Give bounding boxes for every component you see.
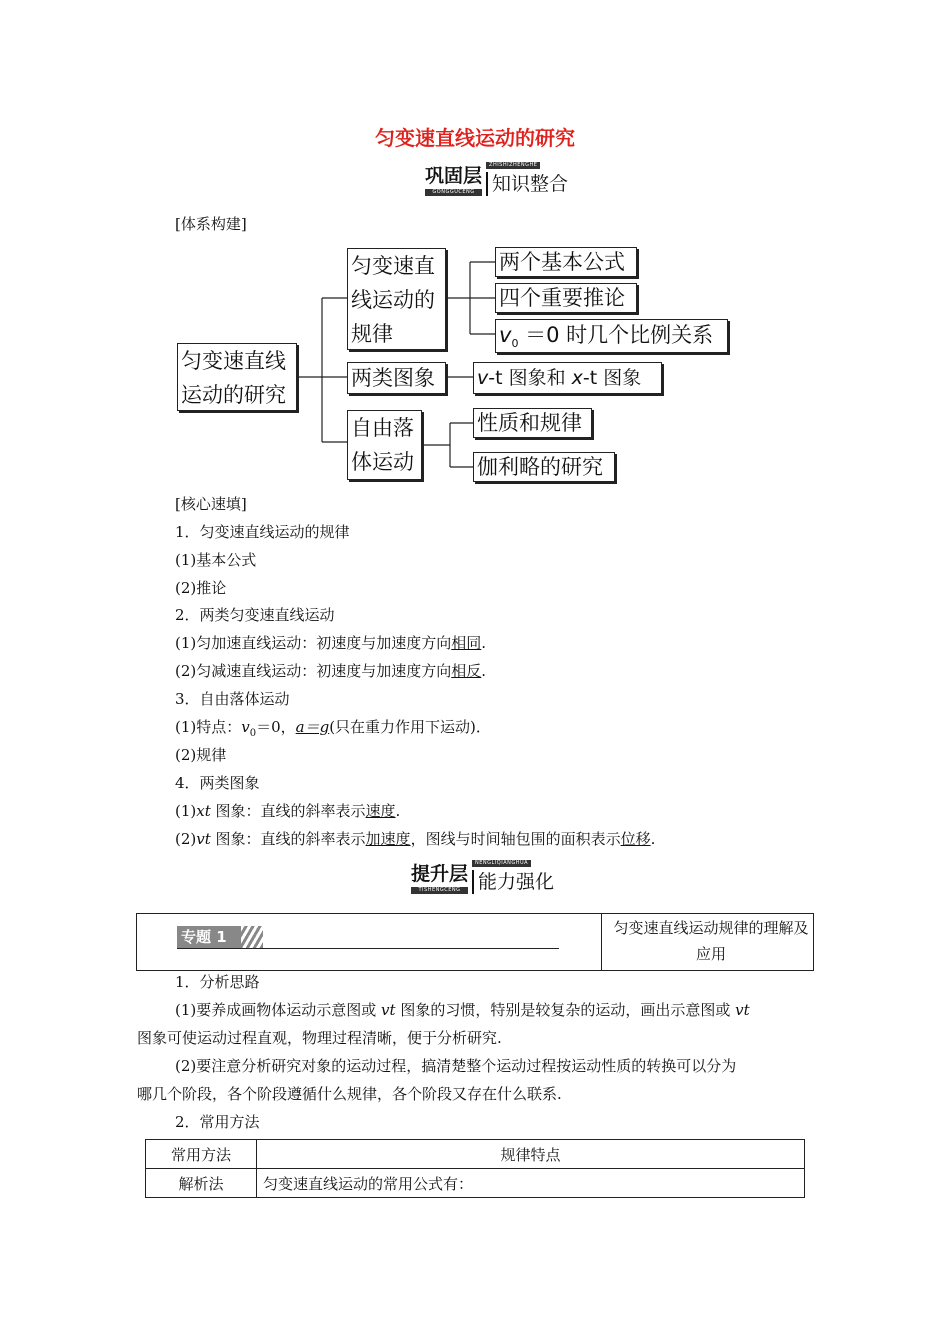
diagram-leaf-two-formulas: 两个基本公式 — [495, 247, 637, 277]
answer-opposite-direction: 相反 — [451, 662, 482, 680]
core-item-freefall-laws: (2)规律 — [175, 746, 227, 764]
diagram-leaf-vt-xt — [473, 362, 662, 394]
table-row — [146, 1169, 805, 1198]
core-item-inferences: (2)推论 — [175, 579, 227, 597]
var-v: v — [241, 718, 250, 736]
answer-same-direction: 相同 — [451, 634, 482, 652]
text: ，图线与时间轴包围的面积表示 — [410, 830, 621, 848]
banner-sub-pinyin: ZHISHIZHENGHE — [486, 162, 540, 169]
banner-main-text: 巩固层 — [425, 165, 483, 187]
leaf3-rest: ＝0 时几个比例关系 — [525, 323, 714, 347]
banner-sub — [472, 860, 555, 894]
analysis-p1-line2: 图象可使运动过程直观，物理过程清晰，便于分析研究. — [137, 1029, 502, 1047]
text: . — [650, 830, 656, 848]
diagram-node-laws — [347, 248, 446, 350]
table-cell: 匀变速直线运动的常用公式有： — [257, 1169, 805, 1198]
diagram-leaf-properties: 性质和规律 — [473, 408, 592, 438]
analysis-p2-line2: 哪几个阶段，各个阶段遵循什么规律，各个阶段又存在什么联系. — [137, 1085, 562, 1103]
leaf4-x: x — [571, 367, 583, 389]
topic-divider — [601, 914, 602, 970]
answer-a-equals-g: a＝g — [295, 718, 330, 736]
text: (1)特点： — [175, 718, 242, 736]
text: ＝0， — [256, 718, 296, 736]
text: . — [395, 802, 401, 820]
text: 图象：直线的斜率表示 — [210, 830, 366, 848]
topic-tag-stripes — [241, 926, 263, 948]
analysis-heading-2: 2．常用方法 — [175, 1113, 260, 1131]
methods-table — [145, 1139, 805, 1198]
banner-sub-pinyin: NENGLIQIANGHUA — [472, 860, 531, 867]
banner-main-pinyin: GONGGUCENG — [425, 189, 482, 196]
topic-tag: 专题 1 — [177, 926, 261, 948]
root-line-1: 匀变速直线 — [181, 349, 286, 373]
freefall-line-1: 自由落 — [351, 416, 414, 440]
diagram-node-two-graphs: 两类图象 — [347, 362, 446, 394]
var-vt: vt — [381, 1001, 396, 1019]
freefall-line-2: 体运动 — [351, 450, 414, 474]
leaf4-v: v — [477, 367, 489, 389]
analysis-p2-line1: (2)要注意分析研究对象的运动过程，搞清楚整个运动过程按运动性质的转换可以分为 — [175, 1057, 737, 1075]
var-vt: vt — [196, 830, 211, 848]
var-xt: xt — [196, 802, 211, 820]
text: 图象的习惯，特别是较复杂的运动，画出示意图或 — [395, 1001, 736, 1019]
leaf3-sub: 0 — [511, 337, 519, 351]
text: (1)要养成画物体运动示意图或 — [175, 1001, 382, 1019]
core-heading-2: 2．两类匀变速直线运动 — [175, 606, 335, 624]
answer-velocity: 速度 — [365, 802, 396, 820]
text: . — [481, 662, 487, 680]
sub-0: 0 — [249, 728, 257, 739]
banner-main-text: 提升层 — [411, 863, 469, 885]
core-item-freefall-features — [175, 717, 491, 744]
section-label-core: [核心速填] — [175, 495, 247, 513]
section-banner-improvement — [409, 862, 554, 894]
laws-line-2: 线运动的 — [351, 288, 435, 312]
text: 图象：直线的斜率表示 — [210, 802, 366, 820]
core-item-formulas: (1)基本公式 — [175, 551, 257, 569]
core-item-decelerating — [175, 661, 486, 681]
diagram-leaf-four-inferences: 四个重要推论 — [495, 283, 637, 313]
topic-title: 匀变速直线运动规律的理解及应用 — [613, 919, 809, 963]
analysis-p1-line1 — [175, 1000, 750, 1020]
banner-sub-text: 知识整合 — [492, 173, 569, 195]
table-header-cell: 常用方法 — [146, 1140, 257, 1169]
leaf3-v: v — [499, 323, 512, 347]
text: . — [481, 634, 487, 652]
core-item-accelerating — [175, 633, 486, 653]
core-heading-1: 1．匀变速直线运动的规律 — [175, 523, 350, 541]
table-cell: 解析法 — [146, 1169, 257, 1198]
topic-underline — [177, 948, 559, 949]
table-header-cell: 规律特点 — [257, 1140, 805, 1169]
text: (2)匀减速直线运动：初速度与加速度方向 — [175, 662, 452, 680]
core-heading-4: 4．两类图象 — [175, 774, 260, 792]
diagram-root-node — [177, 343, 297, 411]
var-vt: vt — [735, 1001, 750, 1019]
diagram-leaf-galileo: 伽利略的研究 — [473, 452, 615, 482]
laws-line-1: 匀变速直 — [351, 254, 435, 278]
banner-main-pinyin: TISHENGCENG — [411, 887, 468, 894]
topic-header-box — [136, 913, 814, 971]
table-header-row — [146, 1140, 805, 1169]
core-heading-3: 3．自由落体运动 — [175, 690, 290, 708]
core-item-xt-graph — [175, 801, 400, 821]
answer-acceleration: 加速度 — [365, 830, 411, 848]
text: (只在重力作用下运动)． — [329, 718, 491, 736]
page-title: 匀变速直线运动的研究 — [375, 126, 575, 150]
leaf4-b: -t 图象 — [582, 367, 642, 389]
laws-line-3: 规律 — [351, 322, 393, 346]
text: (1) — [175, 802, 197, 820]
root-line-2: 运动的研究 — [181, 383, 286, 407]
text: (1)匀加速直线运动：初速度与加速度方向 — [175, 634, 452, 652]
section-label-structure: [体系构建] — [175, 215, 247, 233]
text: (2) — [175, 830, 197, 848]
analysis-heading-1: 1．分析思路 — [175, 973, 260, 991]
core-item-vt-graph — [175, 829, 655, 849]
leaf4-a: -t 图象和 — [488, 367, 572, 389]
banner-sub-text: 能力强化 — [478, 871, 555, 893]
answer-displacement: 位移 — [620, 830, 651, 848]
diagram-node-free-fall — [347, 410, 422, 480]
diagram-leaf-ratio-relations — [495, 319, 728, 353]
banner-main — [409, 862, 472, 894]
